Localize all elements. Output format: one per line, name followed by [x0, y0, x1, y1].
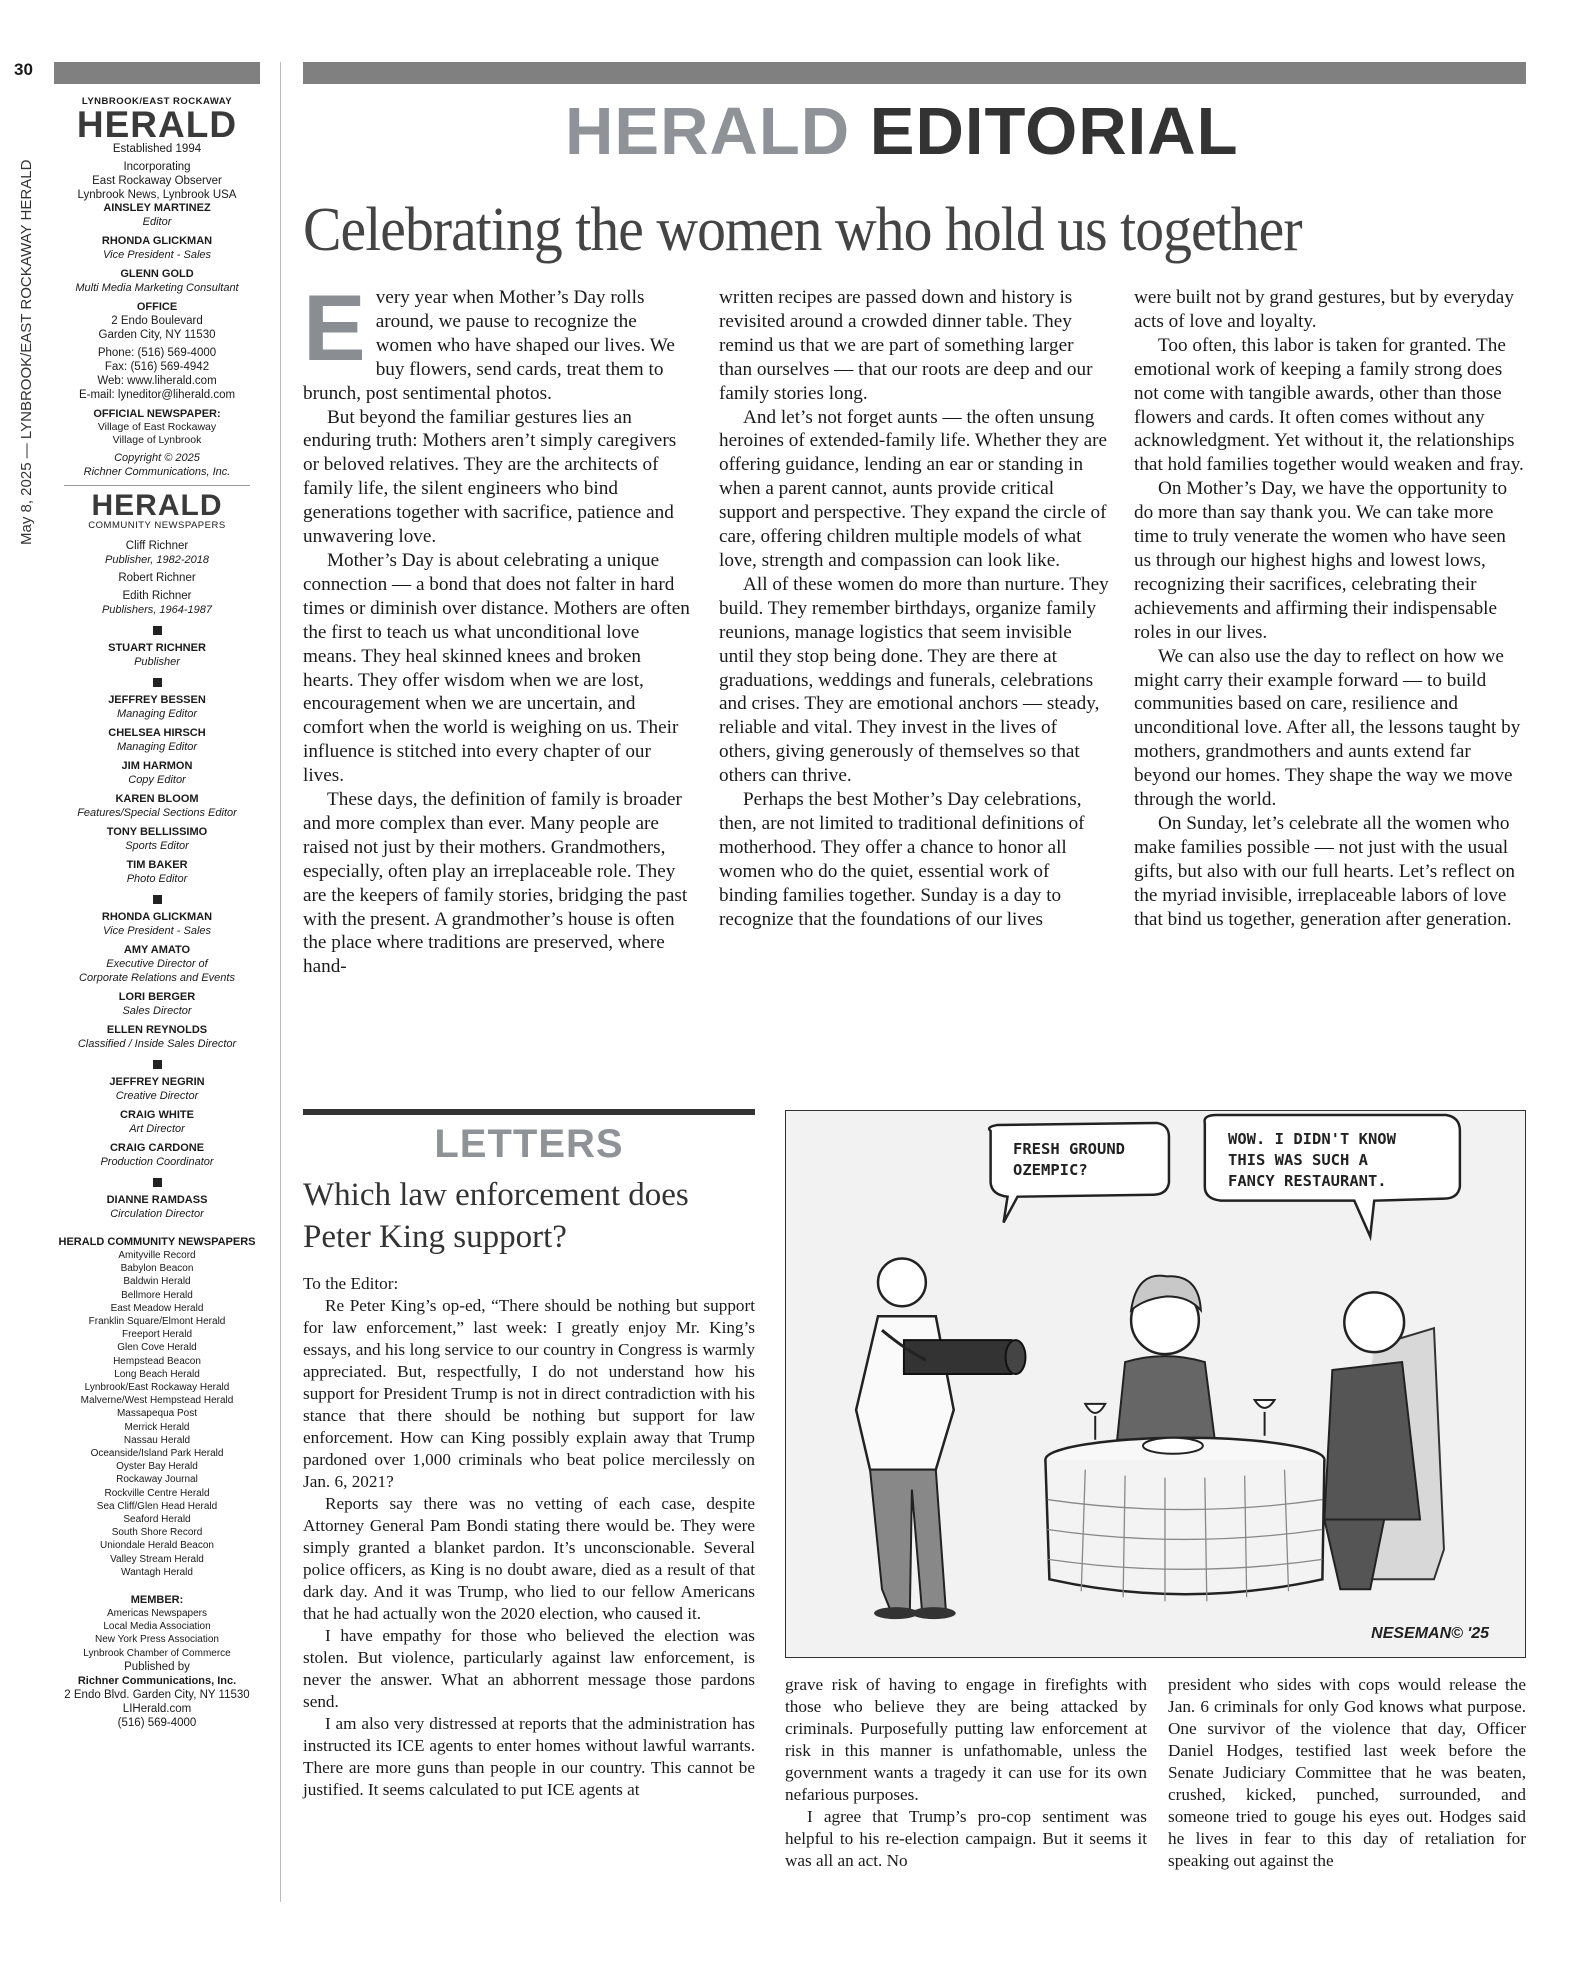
- paragraph: grave risk of having to engage in firefights with those who believe they are being attacked by criminals. Purposefully putting law enforcement at risk in this manner is unfathomable, unless the government wants a tragedy it can use for its own nefarious purposes.: [785, 1675, 1147, 1804]
- paragraph: Reports say there was no vetting of each case, despite Attorney General Pam Bondi stating there would be. They were simply granted a blanket pardon. It’s unconscionable. Several police officers, as King is no doubt aware, died as a result of that dark day. And it was Trump, who lied to our fellow Americans that he had actually won the 2020 election, who caused it.: [303, 1494, 755, 1623]
- staff-name: Cliff Richner: [125, 540, 189, 552]
- member-list: [54, 1607, 260, 1660]
- masthead-divider: [64, 485, 250, 486]
- paragraph: were built not by grand gestures, but by everyday acts of love and loyalty.: [1134, 287, 1514, 332]
- cartoon-bubble-waiter: FRESH GROUND OZEMPIC?: [1013, 1140, 1125, 1179]
- masthead-rule: [54, 62, 260, 84]
- office-line: Garden City, NY 11530: [98, 329, 216, 341]
- community-paper: Bellmore Herald: [121, 1289, 193, 1301]
- staff-name: JEFFREY BESSEN: [108, 694, 206, 706]
- community-paper: Amityville Record: [118, 1250, 196, 1261]
- publisher-role: Publisher: [134, 656, 180, 668]
- incorporating-line: East Rockaway Observer: [92, 175, 222, 187]
- community-list: [54, 1249, 260, 1579]
- community-paper: Rockaway Journal: [116, 1474, 198, 1486]
- editorial-column-3: [1134, 286, 1526, 931]
- editorial-column-1: [303, 275, 695, 979]
- address-line: (516) 569-4000: [117, 1716, 197, 1729]
- community-paper: Malverne/West Hempstead Herald: [80, 1395, 234, 1407]
- staff-name: ELLEN REYNOLDS: [106, 1024, 208, 1036]
- staff-role: Production Coordinator: [100, 1156, 214, 1168]
- staff-name: GLENN GOLD: [120, 268, 194, 280]
- column-divider: [280, 62, 281, 1902]
- community-paper: Oyster Bay Herald: [116, 1461, 198, 1473]
- page-number: 30: [14, 60, 33, 79]
- staff-name: Robert Richner: [118, 572, 196, 584]
- editorial-headline: Celebrating the women who hold us together: [303, 196, 1302, 264]
- staff-name: TONY BELLISSIMO: [106, 826, 208, 838]
- separator-square: [153, 1178, 162, 1187]
- community-paper: Babylon Beacon: [120, 1263, 194, 1275]
- paragraph: Re Peter King’s op-ed, “There should be nothing but support for law enforcement,” last week: I greatly enjoy Mr. King’s essays, and his long service to our country in Congress is warmly appreciated. But, respectfully, I do not understand how his support for President Trump is not in direct contradiction with his stance that there should be nothing but support for law enforcement. How can King possibly explain away that Trump pardoned over 1,000 criminals who beat police mercilessly on Jan. 6, 2021?: [303, 1296, 755, 1491]
- official-line: Village of East Rockaway: [97, 421, 217, 433]
- salutation: To the Editor:: [303, 1274, 399, 1293]
- member-org: New York Press Association: [95, 1634, 219, 1646]
- contact-line: E-mail: lyneditor@liherald.com: [78, 389, 236, 401]
- established: Established 1994: [112, 143, 202, 155]
- staff-name: CRAIG WHITE: [120, 1109, 194, 1121]
- masthead-top-label: LYNBROOK/EAST ROCKAWAY: [81, 96, 233, 107]
- staff-name: Edith Richner: [122, 590, 192, 602]
- editorial-rule: [303, 62, 1526, 84]
- staff-role: Sales Director: [122, 1005, 192, 1017]
- address-line: LIHerald.com: [122, 1702, 192, 1715]
- contact-line: Web: www.liherald.com: [97, 375, 217, 387]
- office-lines: [54, 314, 260, 342]
- editors: [54, 694, 260, 886]
- separator-square: [153, 626, 162, 635]
- staff-role: Sports Editor: [125, 840, 189, 852]
- community-paper: Long Beach Herald: [114, 1368, 200, 1380]
- staff-name: AMY AMATO: [123, 944, 191, 956]
- staff-role: Vice President - Sales: [102, 925, 212, 937]
- paragraph: Perhaps the best Mother’s Day celebrations, then, are not limited to traditional definitions of motherhood. They offer a chance to honor all women who do the quiet, essential work of binding families together. Sunday is a day to recognize that the foundations of our lives: [719, 789, 1085, 930]
- publishers: [54, 539, 260, 617]
- community-paper: Oceanside/Island Park Herald: [90, 1448, 224, 1460]
- published-by: Published by: [124, 1660, 190, 1673]
- letters-label: LETTERS: [434, 1122, 624, 1166]
- editorial-column-2: [719, 286, 1111, 931]
- cartoonist-signature: NESEMAN© '25: [1371, 1625, 1489, 1642]
- community-paper: South Shore Record: [111, 1527, 203, 1539]
- incorporating: [54, 160, 260, 202]
- community-paper: Hempstead Beacon: [113, 1355, 201, 1367]
- separator-square: [153, 1060, 162, 1069]
- community-newspapers-tag: COMMUNITY NEWSPAPERS: [88, 520, 226, 531]
- cartoon-illustration: [786, 1111, 1525, 1657]
- staff-role: Photo Editor: [126, 873, 188, 885]
- office-label: OFFICE: [136, 301, 178, 313]
- staff-name: KAREN BLOOM: [115, 793, 199, 805]
- paragraph: All of these women do more than nurture. They build. They remember birthdays, organize family reunions, manage logistics that seem invisible until they stop being done. They are there at graduations, weddings and funerals, celebrations and crises. They are emotional anchors — steady, reliable and vital. They invest in the lives of others, giving generously of themselves so that others can thrive.: [719, 573, 1109, 787]
- paragraph: On Sunday, let’s celebrate all the women who make families possible — not just with the usual gifts, but also with our full hearts. Let’s reflect on the myriad invisible, irreplaceable labors of love that bind us together, generation after generation.: [1134, 812, 1515, 930]
- paragraph: I agree that Trump’s pro-cop sentiment was helpful to his re-election campaign. But it seems it was all an act. No: [785, 1807, 1147, 1870]
- contact-lines: [54, 346, 260, 402]
- copyright: Copyright © 2025: [114, 452, 200, 464]
- staff-name: JIM HARMON: [121, 760, 193, 772]
- staff-name: TIM BAKER: [126, 859, 188, 871]
- editorial-cartoon: [785, 1110, 1526, 1658]
- letters-rule: [303, 1109, 755, 1115]
- copyright-owner: Richner Communications, Inc.: [83, 466, 231, 478]
- member-org: Local Media Association: [103, 1621, 211, 1633]
- incorporating-line: Incorporating: [123, 161, 191, 173]
- paragraph: We can also use the day to reflect on how we might carry their example forward — to build communities based on care, resilience and unconditional love. After all, the lessons taught by mothers, grandmothers and aunts extend far beyond our homes. They shape the way we move through the world.: [1134, 645, 1521, 811]
- staff-role: Corporate Relations and Events: [79, 972, 235, 984]
- contact-line: Fax: (516) 569-4942: [104, 361, 210, 373]
- paragraph: I am also very distressed at reports that the administration has instructed its ICE agents to enter homes without lawful warrants. There are more guns than people in our country. This cannot be justified. It seems calculated to put ICE agents at: [303, 1714, 755, 1799]
- circulation-name: DIANNE RAMDASS: [106, 1194, 208, 1206]
- community-paper: Valley Stream Herald: [110, 1553, 204, 1565]
- staff-role: Managing Editor: [116, 741, 198, 753]
- herald-community-logo: HERALD: [91, 489, 223, 522]
- address: [54, 1688, 260, 1730]
- staff-role: Creative Director: [115, 1090, 199, 1102]
- community-paper: Glen Cove Herald: [117, 1342, 197, 1354]
- community-paper: Nassau Herald: [123, 1434, 191, 1446]
- official-line: Village of Lynbrook: [112, 434, 202, 446]
- separator-square: [153, 895, 162, 904]
- incorporating-line: Lynbrook News, Lynbrook USA: [77, 189, 237, 201]
- community-paper: Lynbrook/East Rockaway Herald: [84, 1382, 230, 1394]
- staff-role: Editor: [142, 216, 172, 228]
- staff-role: Art Director: [129, 1123, 185, 1135]
- paragraph-text: very year when Mother’s Day rolls around, we pause to recognize the women who have shaped our lives. We buy flowers, send cards, treat them to brunch, post sentimental photos.: [303, 287, 675, 404]
- official-label: OFFICIAL NEWSPAPER:: [93, 408, 221, 420]
- office-line: 2 Endo Boulevard: [111, 315, 203, 327]
- member-org: Americas Newspapers: [106, 1608, 208, 1620]
- drop-cap: E: [303, 275, 366, 380]
- cartoon-bubble-diner: WOW. I DIDN'T KNOW THIS WAS SUCH A FANCY RESTAURANT.: [1228, 1130, 1396, 1190]
- staff-role: Copy Editor: [128, 774, 186, 786]
- staff-role: Multi Media Marketing Consultant: [75, 282, 239, 294]
- separator-square: [153, 678, 162, 687]
- editorial-label-herald: HERALD: [565, 94, 851, 169]
- creative-staff: [54, 1076, 260, 1169]
- staff-role: Managing Editor: [116, 708, 198, 720]
- circulation-role: Circulation Director: [110, 1208, 204, 1220]
- masthead: [54, 96, 260, 1730]
- editorial-label: [303, 96, 1526, 168]
- staff-role: Vice President - Sales: [102, 249, 212, 261]
- letter-column-3: [1168, 1674, 1526, 1872]
- official-lines: [54, 421, 260, 447]
- staff-name: AINSLEY MARTINEZ: [103, 202, 211, 214]
- community-paper: Sea Cliff/Glen Head Herald: [96, 1500, 218, 1512]
- staff-name: RHONDA GLICKMAN: [101, 235, 213, 247]
- community-label: HERALD COMMUNITY NEWSPAPERS: [58, 1236, 256, 1248]
- paragraph: Too often, this labor is taken for granted. The emotional work of keeping a family strong does not come with tangible awards, other than those flowers and cards. It often comes without any acknowledgment. Yet without it, the relationships that hold families together would weaken and fray.: [1134, 334, 1524, 476]
- staff-top: [54, 202, 260, 295]
- staff-role: Executive Director of: [106, 958, 208, 970]
- community-paper: East Meadow Herald: [110, 1302, 204, 1314]
- letter-column-2: [785, 1674, 1147, 1872]
- member-label: MEMBER:: [130, 1594, 184, 1607]
- publisher-name: STUART RICHNER: [108, 642, 206, 654]
- staff-name: LORI BERGER: [118, 991, 196, 1003]
- paragraph: written recipes are passed down and history is revisited around a crowded dinner table. They remind us that we are part of something larger than ourselves — that our roots are deep and our family stories long.: [719, 287, 1093, 404]
- staff-name: CHELSEA HIRSCH: [108, 727, 206, 739]
- staff-role: Publishers, 1964-1987: [101, 604, 213, 616]
- letter-column-1: [303, 1273, 755, 1801]
- dateline: May 8, 2025 — LYNBROOK/EAST ROCKAWAY HERALD: [18, 159, 35, 545]
- letter-headline: Which law enforcement does Peter King support?: [303, 1177, 689, 1255]
- staff-role: Publisher, 1982-2018: [105, 554, 209, 566]
- sales-staff: [54, 911, 260, 1051]
- company: Richner Communications, Inc.: [77, 1674, 237, 1687]
- community-paper: Seaford Herald: [123, 1514, 191, 1526]
- member-org: Lynbrook Chamber of Commerce: [83, 1647, 231, 1659]
- paragraph: I have empathy for those who believed the election was stolen. But violence, particularly against law enforcement, is never the answer. What an abhorrent message those pardons send.: [303, 1626, 755, 1711]
- community-paper: Merrick Herald: [124, 1421, 190, 1433]
- community-paper: Rockville Centre Herald: [104, 1487, 210, 1499]
- address-line: 2 Endo Blvd. Garden City, NY 11530: [64, 1688, 250, 1701]
- paragraph: But beyond the familiar gestures lies an enduring truth: Mothers aren’t simply caregivers or beloved relatives. They are the architects of family life, the silent engineers who bind generations together with sacrifice, patience and unwavering love.: [303, 406, 677, 548]
- paragraph: [303, 275, 695, 406]
- staff-name: JEFFREY NEGRIN: [109, 1076, 205, 1088]
- contact-line: Phone: (516) 569-4000: [97, 347, 217, 359]
- community-paper: Baldwin Herald: [123, 1276, 191, 1288]
- paragraph: These days, the definition of family is broader and more complex than ever. Many people are raised not just by their mothers. Grandmothers, especially, often play an irreplaceable role. They are the keepers of family stories, bridging the past with the present. A grandmother’s house is often the place where traditions are preserved, where hand-: [303, 789, 688, 978]
- community-paper: Wantagh Herald: [121, 1566, 193, 1578]
- herald-logo: HERALD: [76, 104, 238, 145]
- staff-role: Features/Special Sections Editor: [77, 807, 237, 819]
- staff-role: Classified / Inside Sales Director: [77, 1038, 237, 1050]
- paragraph: And let’s not forget aunts — the often unsung heroines of extended-family life. Whether they are offering guidance, lending an ear or standing in when a parent cannot, aunts provide critical support and perspective. They expand the circle of care, offering children multiple models of what love, strength and compassion can look like.: [719, 406, 1108, 571]
- staff-name: RHONDA GLICKMAN: [101, 911, 213, 923]
- paragraph: president who sides with cops would release the Jan. 6 criminals for only God knows what purpose. One survivor of the violence that day, Officer Daniel Hodges, testified last week before the Senate Judiciary Committee that he was beaten, crushed, kicked, punched, surrounded, and someone tried to gouge his eyes out. Hodges said he lives in fear to this day of retaliation for speaking out against the: [1168, 1675, 1526, 1870]
- community-paper: Uniondale Herald Beacon: [100, 1540, 214, 1552]
- editorial-label-editorial: EDITORIAL: [869, 94, 1239, 169]
- community-paper: Freeport Herald: [121, 1329, 193, 1341]
- paragraph: On Mother’s Day, we have the opportunity to do more than say thank you. We can take more time to truly venerate the women who have seen us through our highest highs and lowest lows, recognizing their sacrifices, celebrating their achievements and affirming their indispensable roles in our lives.: [1134, 478, 1508, 643]
- community-paper: Massapequa Post: [116, 1408, 198, 1420]
- community-paper: Franklin Square/Elmont Herald: [88, 1316, 226, 1328]
- paragraph: Mother’s Day is about celebrating a unique connection — a bond that does not falter in hard times or diminish over distance. Mothers are often the first to teach us what unconditional love means. They heal skinned knees and broken hearts. They offer wisdom when we are lost, encouragement when we are uncertain, and comfort when the world is weighing on us. Their influence is stitched into every chapter of our lives.: [303, 549, 690, 787]
- staff-name: CRAIG CARDONE: [109, 1142, 205, 1154]
